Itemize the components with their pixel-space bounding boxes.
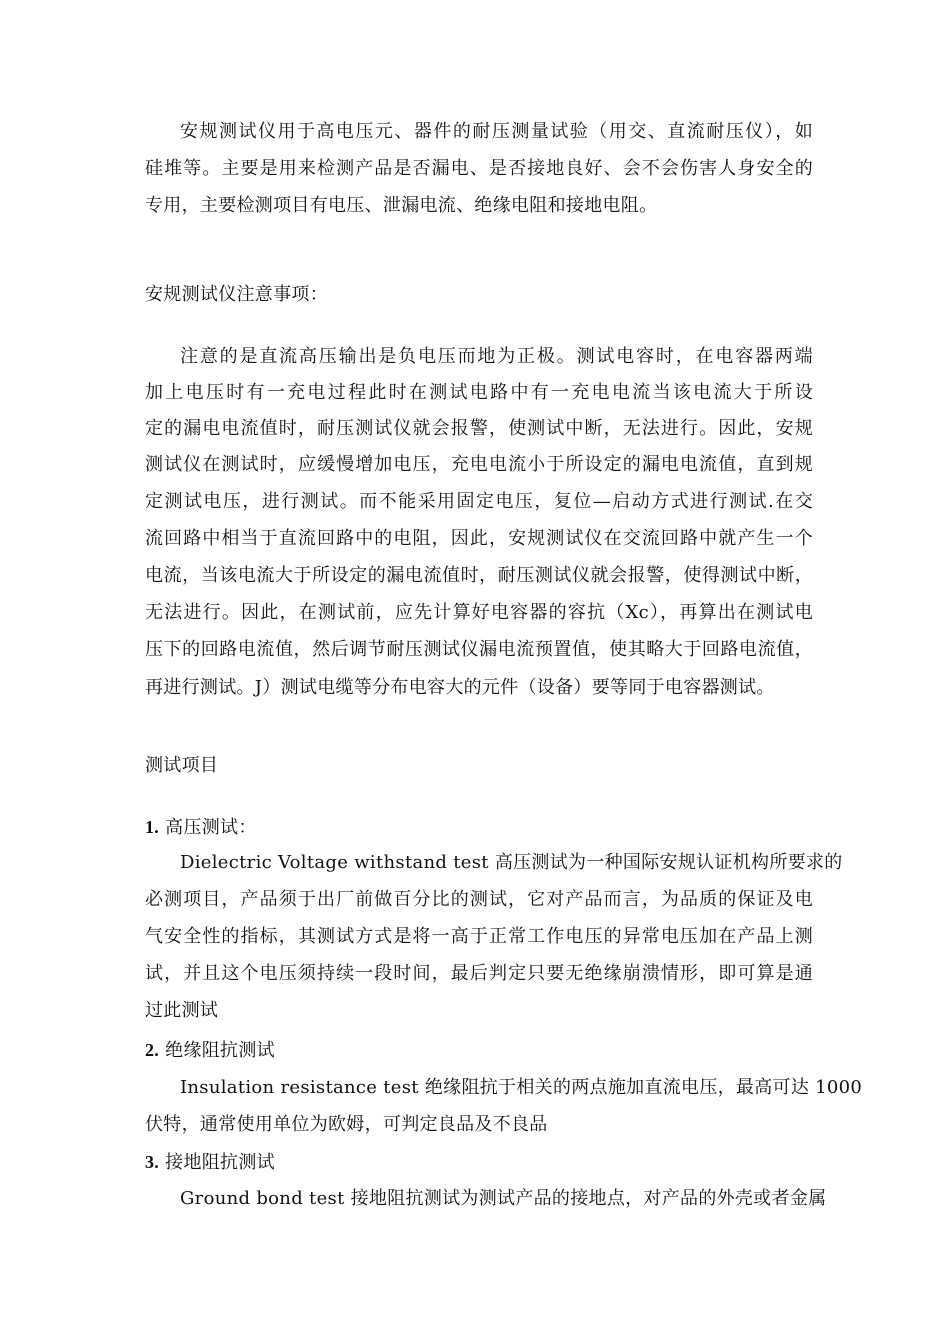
item-title: 绝缘阻抗测试 <box>165 1040 275 1061</box>
item-line: 伏特，通常使用单位为欧姆，可判定良品及不良品 <box>145 1114 548 1135</box>
notes-line: 压下的回路电流值，然后调节耐压测试仪漏电流预置值，使其略大于回路电流值， <box>145 639 813 660</box>
test-items-heading: 测试项目 <box>145 755 219 776</box>
notes-line: 再进行测试。J）测试电缆等分布电容大的元件（设备）要等同于电容器测试。 <box>145 677 775 698</box>
notes-line: 电流，当该电流大于所设定的漏电流值时，耐压测试仪就会报警，使得测试中断， <box>145 565 813 586</box>
intro-line: 硅堆等。主要是用来检测产品是否漏电、是否接地良好、会不会伤害人身安全的 <box>145 158 813 179</box>
item-line: Insulation resistance test 绝缘阻抗于相关的两点施加直流电压，最高可达 1000 <box>180 1077 863 1098</box>
item-number: 3. <box>145 1152 160 1172</box>
item-number: 1. <box>145 817 160 837</box>
item-heading <box>145 1151 275 1174</box>
item-line: 试，并且这个电压须持续一段时间，最后判定只要无绝缘崩溃情形，即可算是通 <box>145 963 813 984</box>
item-title: 接地阻抗测试 <box>165 1152 275 1173</box>
item-line: 必测项目，产品须于出厂前做百分比的测试，它对产品而言，为品质的保证及电 <box>145 889 813 910</box>
notes-line: 无法进行。因此，在测试前，应先计算好电容器的容抗（Xc），再算出在测试电 <box>145 602 813 623</box>
notes-line: 测试仪在测试时，应缓慢增加电压，充电电流小于所设定的漏电电流值，直到规 <box>145 454 813 475</box>
item-number: 2. <box>145 1040 160 1060</box>
item-line: Dielectric Voltage withstand test 高压测试为一种国际安规认证机构所要求的 <box>180 852 843 873</box>
notes-line: 注意的是直流高压输出是负电压而地为正极。测试电容时，在电容器两端 <box>180 346 813 367</box>
intro-line: 安规测试仪用于高电压元、器件的耐压测量试验（用交、直流耐压仪），如 <box>180 121 813 142</box>
notes-line: 流回路中相当于直流回路中的电阻，因此，安规测试仪在交流回路中就产生一个 <box>145 528 813 549</box>
item-line: Ground bond test 接地阻抗测试为测试产品的接地点，对产品的外壳或者金属 <box>180 1188 827 1209</box>
item-heading <box>145 816 257 839</box>
item-line: 气安全性的指标，其测试方式是将一高于正常工作电压的异常电压加在产品上测 <box>145 926 813 947</box>
item-line: 过此测试 <box>145 1000 219 1021</box>
intro-line: 专用，主要检测项目有电压、泄漏电流、绝缘电阻和接地电阻。 <box>145 195 658 216</box>
notes-line: 定的漏电电流值时，耐压测试仪就会报警，使测试中断，无法进行。因此，安规 <box>145 418 813 439</box>
notes-heading: 安规测试仪注意事项： <box>145 284 328 305</box>
item-heading <box>145 1039 275 1062</box>
notes-line: 定测试电压，进行测试。而不能采用固定电压，复位—启动方式进行测试.在交 <box>145 491 813 512</box>
notes-line: 加上电压时有一充电过程此时在测试电路中有一充电电流当该电流大于所设 <box>145 382 813 403</box>
item-title: 高压测试： <box>165 817 257 838</box>
